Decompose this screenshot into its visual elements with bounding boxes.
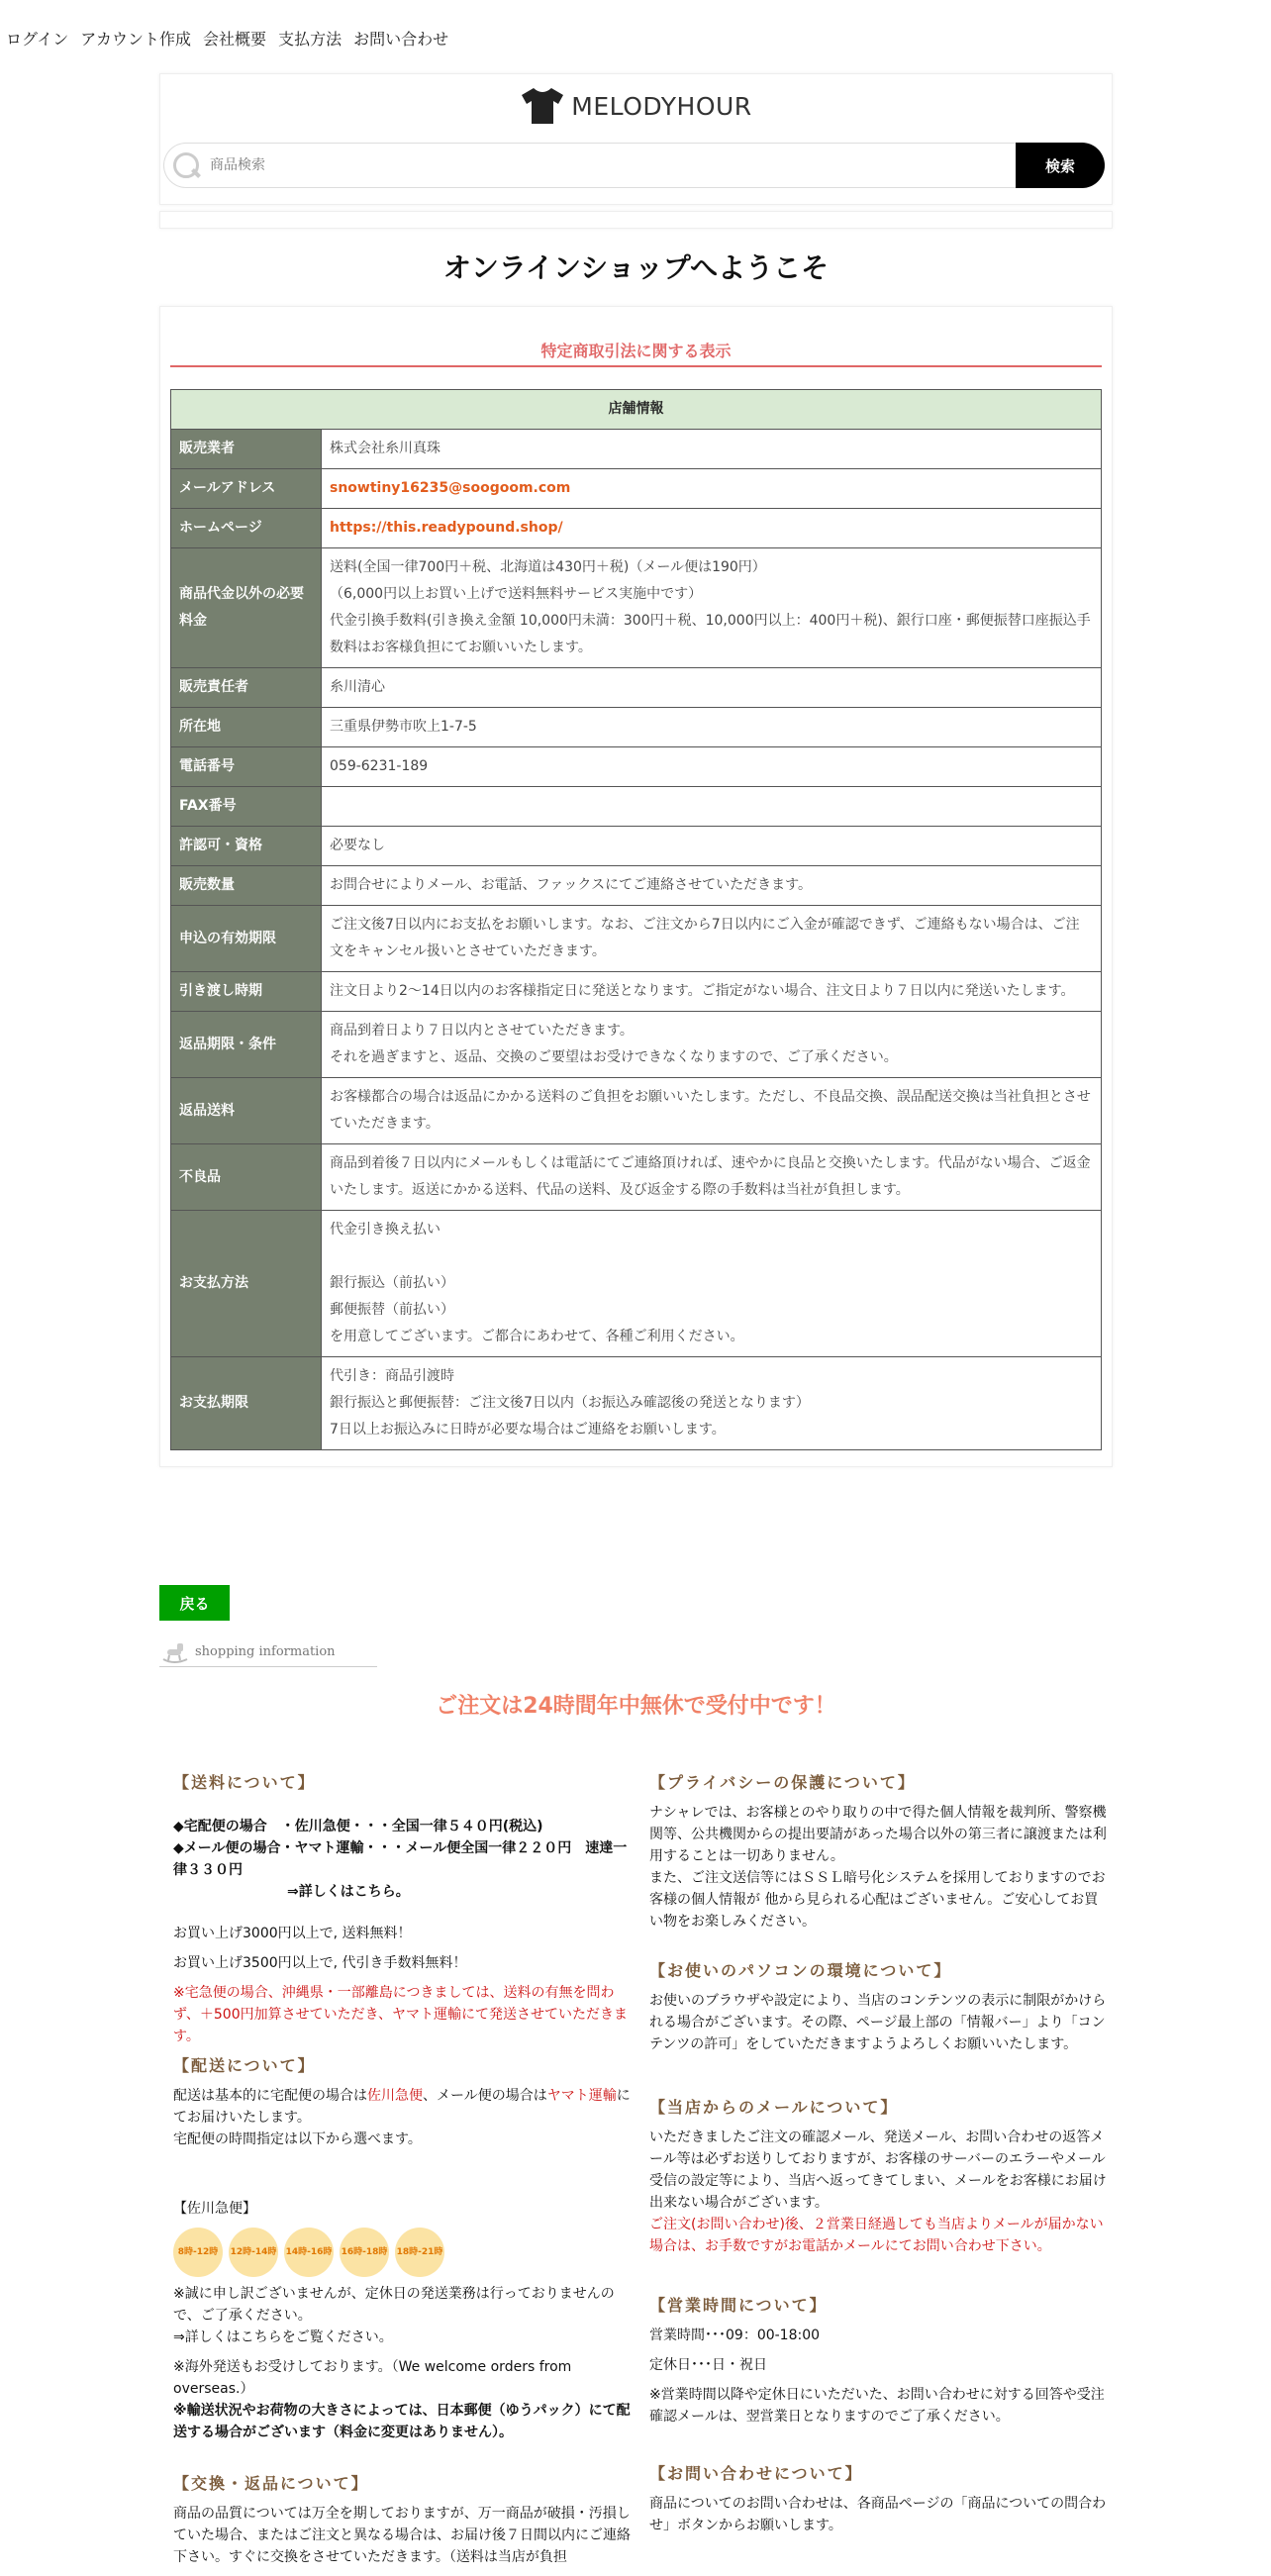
page-title: オンラインショップへようこそ xyxy=(442,251,830,284)
row-value xyxy=(322,1211,1102,1357)
table-row xyxy=(171,469,1102,509)
pc-text: お使いのブラウザや設定により、当店のコンテンツの表示に制限がかけられる場合がございます。その際、ページ最上部の「情報バー」より「コンテンツの許可」をしていただきますようよろしくお願いいたします。 xyxy=(649,1993,1107,2052)
row-key: FAX番号 xyxy=(171,787,322,827)
row-value xyxy=(322,430,1102,469)
delivery-text xyxy=(173,2085,635,2150)
contact-text: 商品についてのお問い合わせは、各商品ページの「商品についての問合わせ」ボタンからお願いします。 xyxy=(649,2496,1107,2533)
row-value xyxy=(322,747,1102,787)
store-info-table xyxy=(170,389,1102,1450)
row-key: お支払方法 xyxy=(171,1211,322,1357)
row-key: 返品期限・条件 xyxy=(171,1012,322,1078)
row-key: 電話番号 xyxy=(171,747,322,787)
yupack-note: ※輸送状況やお荷物の大きさによっては、日本郵便（ゆうパック）にて配送する場合がございます（料金に変更はありません）。 xyxy=(173,2403,631,2440)
category-bar xyxy=(159,211,1113,229)
nav-link[interactable]: 支払方法 xyxy=(278,30,342,49)
delivery-text-b: 、メール便の場合は xyxy=(423,2088,547,2104)
row-value-line: 株式会社糸川真珠 xyxy=(330,441,440,456)
shipping-lines xyxy=(173,1816,635,1903)
row-value-line: （6,000円以上お買い上げで送料無料サービス実施中です） xyxy=(330,586,703,602)
table-row xyxy=(171,827,1102,866)
free-shipping-note: お買い上げ3000円以上で, 送料無料！ xyxy=(173,1926,412,1941)
row-value-line: 送料(全国一律700円＋税、北海道は430円＋税)（メール便は190円） xyxy=(330,559,766,575)
time-slot: 16時-18時 xyxy=(340,2228,389,2277)
table-row xyxy=(171,866,1102,906)
row-value[interactable] xyxy=(322,469,1102,509)
row-key: 販売数量 xyxy=(171,866,322,906)
table-row xyxy=(171,1211,1102,1357)
search-box xyxy=(163,143,1016,188)
row-value xyxy=(322,1012,1102,1078)
row-key: お支払期限 xyxy=(171,1357,322,1450)
row-value-line: 注文日より2〜14日以内のお客様指定日に発送となります。ご指定がない場合、注文日より７日以内に発送いたします。 xyxy=(330,983,1075,999)
row-value xyxy=(322,708,1102,747)
search-input[interactable] xyxy=(210,157,804,173)
row-value-line: 代金引き換え払い xyxy=(330,1222,440,1238)
order-banner: ご注文は24時間年中無休で受付中です！ xyxy=(436,1694,836,1719)
delivery-time-text: 宅配便の時間指定は以下から選べます。 xyxy=(173,2131,422,2147)
mail-heading: 【当店からのメールについて】 xyxy=(649,2098,899,2117)
row-value-line: 銀行振込と郵便振替：ご注文後7日以内（お振込み確認後の発送となります） xyxy=(330,1395,810,1411)
row-value-line: 必要なし xyxy=(330,838,385,853)
yamato-text: ヤマト運輸 xyxy=(546,2088,617,2104)
section-title: 特定商取引法に関する表示 xyxy=(170,317,1102,367)
exchange-heading: 【交換・返品について】 xyxy=(173,2474,369,2493)
time-slot: 18時-21時 xyxy=(395,2228,444,2277)
row-value[interactable] xyxy=(322,509,1102,548)
row-value-line: お問合せによりメール、お電話、ファックスにてご連絡させていただきます。 xyxy=(330,877,813,893)
table-row xyxy=(171,430,1102,469)
time-slot: 8時-12時 xyxy=(173,2228,223,2277)
shopping-info-heading xyxy=(159,1637,377,1667)
logo[interactable] xyxy=(160,86,1112,126)
row-value xyxy=(322,1078,1102,1144)
hours-note: ※営業時間以降や定休日にいただいた、お問い合わせに対する回答や受注確認メールは、翌営業日となりますのでご了承ください。 xyxy=(649,2387,1105,2425)
rocking-horse-icon xyxy=(159,1639,189,1665)
table-header: 店舗情報 xyxy=(171,390,1102,430)
row-key: 不良品 xyxy=(171,1144,322,1211)
main-container xyxy=(159,73,1113,2565)
row-value-line: それを過ぎますと、返品、交換のご要望はお受けできなくなりますので、ご了承ください。 xyxy=(330,1049,898,1065)
row-key: メールアドレス xyxy=(171,469,322,509)
row-value-line: 商品到着日より７日以内とさせていただきます。 xyxy=(330,1023,634,1039)
row-value xyxy=(322,1144,1102,1211)
row-value-line: を用意してございます。ご都合にあわせて、各種ご利用ください。 xyxy=(330,1329,744,1344)
row-value-line: 7日以上お振込みに日時が必要な場合はご連絡をお願いします。 xyxy=(330,1422,726,1437)
row-value-line xyxy=(330,1243,1093,1270)
shipping-detail-link[interactable]: ⇒詳しくはこちら。 xyxy=(287,1884,410,1900)
search-bar xyxy=(163,143,1105,188)
row-value-line xyxy=(330,793,1093,820)
row-key: 販売業者 xyxy=(171,430,322,469)
nav-link[interactable]: お問い合わせ xyxy=(353,30,449,49)
delivery-heading: 【配送について】 xyxy=(173,2056,316,2075)
search-icon xyxy=(170,149,202,181)
shipping-line: ◆メール便の場合・ヤマト運輸・・・メール便全国一律２２０円 速達一律３３０円 xyxy=(173,1840,628,1878)
table-row xyxy=(171,548,1102,668)
delivery-text-a: 配送は基本的に宅配便の場合は xyxy=(173,2088,367,2104)
row-value-line: 059-6231-189 xyxy=(330,758,429,774)
holiday-note xyxy=(173,2283,635,2348)
shipping-heading: 【送料について】 xyxy=(173,1773,316,1792)
privacy-text: ナシャレでは、お客様とのやり取りの中で得た個人情報を裁判所、警察機関等、公共機関からの提出要請があった場合以外の第三者に譲渡または利用することは一切ありません。 xyxy=(649,1805,1107,1864)
row-value xyxy=(322,972,1102,1012)
table-row xyxy=(171,787,1102,827)
row-value-line: 代金引換手数料(引き換え金額 10,000円未満：300円＋税、10,000円以上：400円＋税)、銀行口座・郵便振替口座振込手数料はお客様負担にてお願いいたします。 xyxy=(330,613,1091,655)
row-value xyxy=(322,787,1102,827)
row-value-line: お客様都合の場合は返品にかかる送料のご負担をお願いいたします。ただし、不良品交換、誤品配送交換は当社負担とさせていただきます。 xyxy=(330,1089,1091,1132)
row-key: 販売責任者 xyxy=(171,668,322,708)
okinawa-note: ※宅急便の場合、沖縄県・一部離島につきましては、送料の有無を問わず、＋500円加算させていただき、ヤマト運輸にて発送させていただきます。 xyxy=(173,1985,629,2044)
row-value-line: 三重県伊勢市吹上1-7-5 xyxy=(330,719,477,735)
nav-link[interactable]: アカウント作成 xyxy=(80,30,192,49)
sagawa-text: 佐川急便 xyxy=(367,2088,423,2104)
table-row xyxy=(171,1357,1102,1450)
shopping-info-label: shopping information xyxy=(195,1644,336,1659)
right-column xyxy=(649,1772,1111,2544)
row-key: 申込の有効期限 xyxy=(171,906,322,972)
nav-link[interactable]: ログイン xyxy=(6,30,69,49)
row-value-line: 糸川清心 xyxy=(330,679,385,695)
row-value xyxy=(322,866,1102,906)
search-button[interactable]: 検索 xyxy=(1016,143,1105,188)
table-row xyxy=(171,509,1102,548)
hours-text: 営業時間･･･09：00-18:00 xyxy=(649,2328,821,2343)
table-row xyxy=(171,906,1102,972)
nav-link[interactable]: 会社概要 xyxy=(203,30,267,49)
row-value xyxy=(322,906,1102,972)
row-value xyxy=(322,827,1102,866)
time-slot-list xyxy=(173,2228,635,2277)
shipping-line: ◆宅配便の場合 ・佐川急便・・・全国一律５４０円(税込) xyxy=(173,1819,543,1834)
contact-heading: 【お問い合わせについて】 xyxy=(649,2464,863,2483)
mail-warning: ご注文(お問い合わせ)後、２営業日経過しても当店よりメールが届かない場合は、お手数ですがお電話かメールにてお問い合わせ下さい。 xyxy=(649,2217,1104,2254)
sagawa-label: 【佐川急便】 xyxy=(173,2201,256,2217)
top-nav xyxy=(6,27,448,50)
hours-heading: 【営業時間について】 xyxy=(649,2296,828,2315)
row-value xyxy=(322,1357,1102,1450)
table-row xyxy=(171,668,1102,708)
closed-days: 定休日･･･日・祝日 xyxy=(649,2357,767,2373)
logo-text: MELODYHOUR xyxy=(571,91,752,121)
row-value-line: ご注文後7日以内にお支払をお願いします。なお、ご注文から7日以内にご入金が確認できず、ご連絡もない場合は、ご注文をキャンセル扱いとさせていただきます。 xyxy=(330,917,1080,959)
row-value-line: 商品到着後７日以内にメールもしくは電話にてご連絡頂ければ、速やかに良品と交換いたします。代品がない場合、ご返金いたします。返送にかかる送料、代品の送料、及び返金する際の手数料は当社が負担します。 xyxy=(330,1155,1091,1198)
time-slot: 12時-14時 xyxy=(229,2228,278,2277)
row-key: 商品代金以外の必要料金 xyxy=(171,548,322,668)
tokusho-section xyxy=(159,306,1113,1467)
row-key: 引き渡し時期 xyxy=(171,972,322,1012)
table-row xyxy=(171,1078,1102,1144)
site-header xyxy=(159,73,1113,205)
table-row xyxy=(171,708,1102,747)
table-row xyxy=(171,1012,1102,1078)
row-value xyxy=(322,548,1102,668)
privacy-text-2: また、ご注文送信等にはＳＳＬ暗号化システムを採用しておりますのでお客様の個人情報が 他から見られる心配はございません。ご安心してお買い物をお楽しみください。 xyxy=(649,1870,1106,1930)
holiday-text: ※誠に申し訳ございませんが、定休日の発送業務は行っておりませんので、ご了承ください。 xyxy=(173,2286,615,2324)
row-key: 許認可・資格 xyxy=(171,827,322,866)
table-row xyxy=(171,1144,1102,1211)
mail-text: いただきましたご注文の確認メール、発送メール、お問い合わせの返答メール等は必ずお送りしておりますが、お客様のサーバーのエラーやメール受信の設定等により、当店へ返ってきてしまい、メールをお客様にお届け出来ない場合がございます。 xyxy=(649,2130,1107,2211)
exchange-text: 商品の品質については万全を期しておりますが、万一商品が破損・汚損していた場合、またはご注文と異なる場合は、お届け後７日間以内にご連絡下さい。すぐに交換をさせていただきます。（送料は当店が負担 xyxy=(173,2506,631,2565)
free-fee-note: お買い上げ3500円以上で, 代引き手数料無料！ xyxy=(173,1955,467,1971)
table-row xyxy=(171,972,1102,1012)
row-value-line: https://this.readypound.shop/ xyxy=(330,520,563,536)
row-value-line: 銀行振込（前払い） xyxy=(330,1275,454,1291)
row-key: ホームページ xyxy=(171,509,322,548)
delivery-text-c: にてお届けいたします。 xyxy=(173,2088,631,2126)
row-value-line: 郵便振替（前払い） xyxy=(330,1302,454,1318)
left-column xyxy=(173,1772,635,2576)
row-key: 返品送料 xyxy=(171,1078,322,1144)
tshirt-icon xyxy=(520,86,565,126)
row-key: 所在地 xyxy=(171,708,322,747)
table-row xyxy=(171,747,1102,787)
row-value xyxy=(322,668,1102,708)
privacy-heading: 【プライバシーの保護について】 xyxy=(649,1773,916,1792)
row-value-line: 代引き：商品引渡時 xyxy=(330,1368,454,1384)
overseas-note: ※海外発送もお受けしております。（We welcome orders from overseas.） xyxy=(173,2359,572,2397)
row-value-line: snowtiny16235@soogoom.com xyxy=(330,480,571,496)
back-button[interactable]: 戻る xyxy=(159,1585,230,1621)
holiday-link[interactable]: ⇒詳しくはこちらをご覧ください。 xyxy=(173,2329,393,2345)
time-slot: 14時-16時 xyxy=(284,2228,334,2277)
pc-heading: 【お使いのパソコンの環境について】 xyxy=(649,1961,952,1980)
